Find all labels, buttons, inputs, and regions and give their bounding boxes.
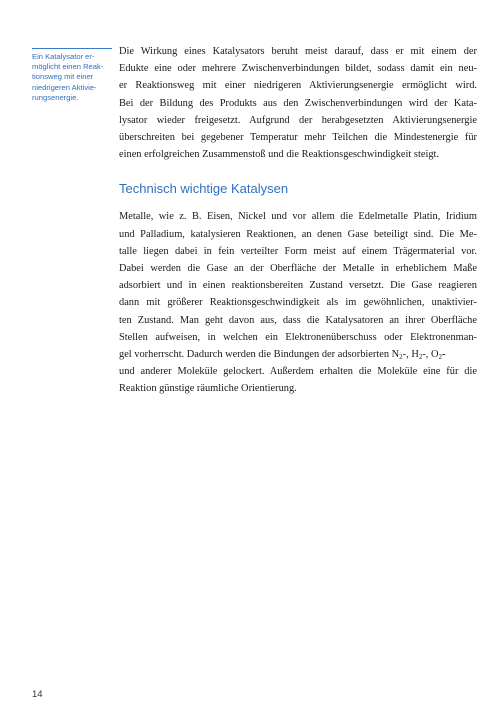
margin-note-line: niedrigeren Aktivie- bbox=[32, 82, 97, 92]
text-line: Reaktion günstige räumliche Orientierung. bbox=[119, 383, 297, 395]
margin-note-line: Ein Katalysator er- bbox=[32, 52, 95, 61]
page-number: 14 bbox=[32, 689, 43, 700]
text-line: Bei der Bildung des Produkts aus den Zwischenverbindungen wird der Kata- bbox=[119, 97, 477, 109]
text-line: überschreiten bei gegebener Temperatur mehr Teilchen die Mindestenergie für bbox=[119, 132, 477, 144]
margin-note bbox=[32, 48, 112, 103]
text-line: talle liegen dabei in fein verteilter Form meist auf einem Trägermaterial vor. bbox=[119, 245, 477, 257]
text-line: und Palladium, katalysieren Reaktionen, an denen Gase beteiligt sind. Die Me- bbox=[119, 228, 477, 240]
text-line: Die Wirkung eines Katalysators beruht meist darauf, dass er mit einem der bbox=[119, 46, 477, 57]
main-text bbox=[119, 43, 477, 398]
text-line: und anderer Moleküle gelockert. Außerdem erhalten die Moleküle eine für die bbox=[119, 366, 477, 378]
subscript: 2 bbox=[399, 353, 403, 362]
text-line: Dabei werden die Gase an der Oberfläche der Metalle in erheblichem Maße bbox=[119, 263, 477, 275]
margin-note-line: rungsenergie. bbox=[32, 92, 79, 102]
margin-note-line: tionsweg mit einer bbox=[32, 72, 94, 82]
text-line: lysator wieder freigesetzt. Aufgrund der herabgesetzten Aktivierungsenergie bbox=[119, 114, 477, 126]
paragraph-catalysis bbox=[119, 208, 477, 397]
section-heading: Technisch wichtige Katalysen bbox=[119, 181, 289, 197]
text-line: dann mit größerer Reaktionsgeschwindigkeit als im gewöhnlichen, unaktivier- bbox=[119, 297, 477, 309]
subscript: 2 bbox=[418, 353, 423, 362]
formula-lead: gel vorherrscht. Dadurch werden die Bindungen der adsorbierten N bbox=[119, 349, 400, 361]
subscript: 2 bbox=[438, 353, 443, 362]
text-line: ten Zustand. Man geht davon aus, dass die Katalysatoren an ihrer Oberfläche bbox=[119, 314, 477, 326]
formula-end: - bbox=[442, 349, 446, 361]
text-line: einen erfolgreichen Zusammenstoß und die Reaktionsgeschwindigkeit steigt. bbox=[119, 149, 440, 161]
text-line: Edukte eine oder mehrere Zwischenverbindungen bildet, sodass damit ein neu- bbox=[119, 63, 477, 75]
text-line: Metalle, wie z. B. Eisen, Nickel und vor allem die Edelmetalle Platin, Iridium bbox=[119, 211, 477, 223]
formula-sep: -, O bbox=[422, 349, 439, 361]
text-line-formula bbox=[119, 346, 477, 363]
formula-sep: -, H bbox=[402, 349, 419, 361]
text-line: adsorbiert und in einen reaktionsbereiten Zustand versetzt. Die Gase reagieren bbox=[119, 280, 477, 292]
margin-note-line: möglicht einen Reak- bbox=[32, 62, 104, 72]
text-line: Stellen aufweisen, in welchen ein Elektronenüberschuss oder Elektronenman- bbox=[119, 331, 477, 343]
paragraph-intro bbox=[119, 43, 477, 163]
text-line: er Reaktionsweg mit einer niedrigeren Aktivierungsenergie ermöglicht wird. bbox=[119, 80, 477, 92]
